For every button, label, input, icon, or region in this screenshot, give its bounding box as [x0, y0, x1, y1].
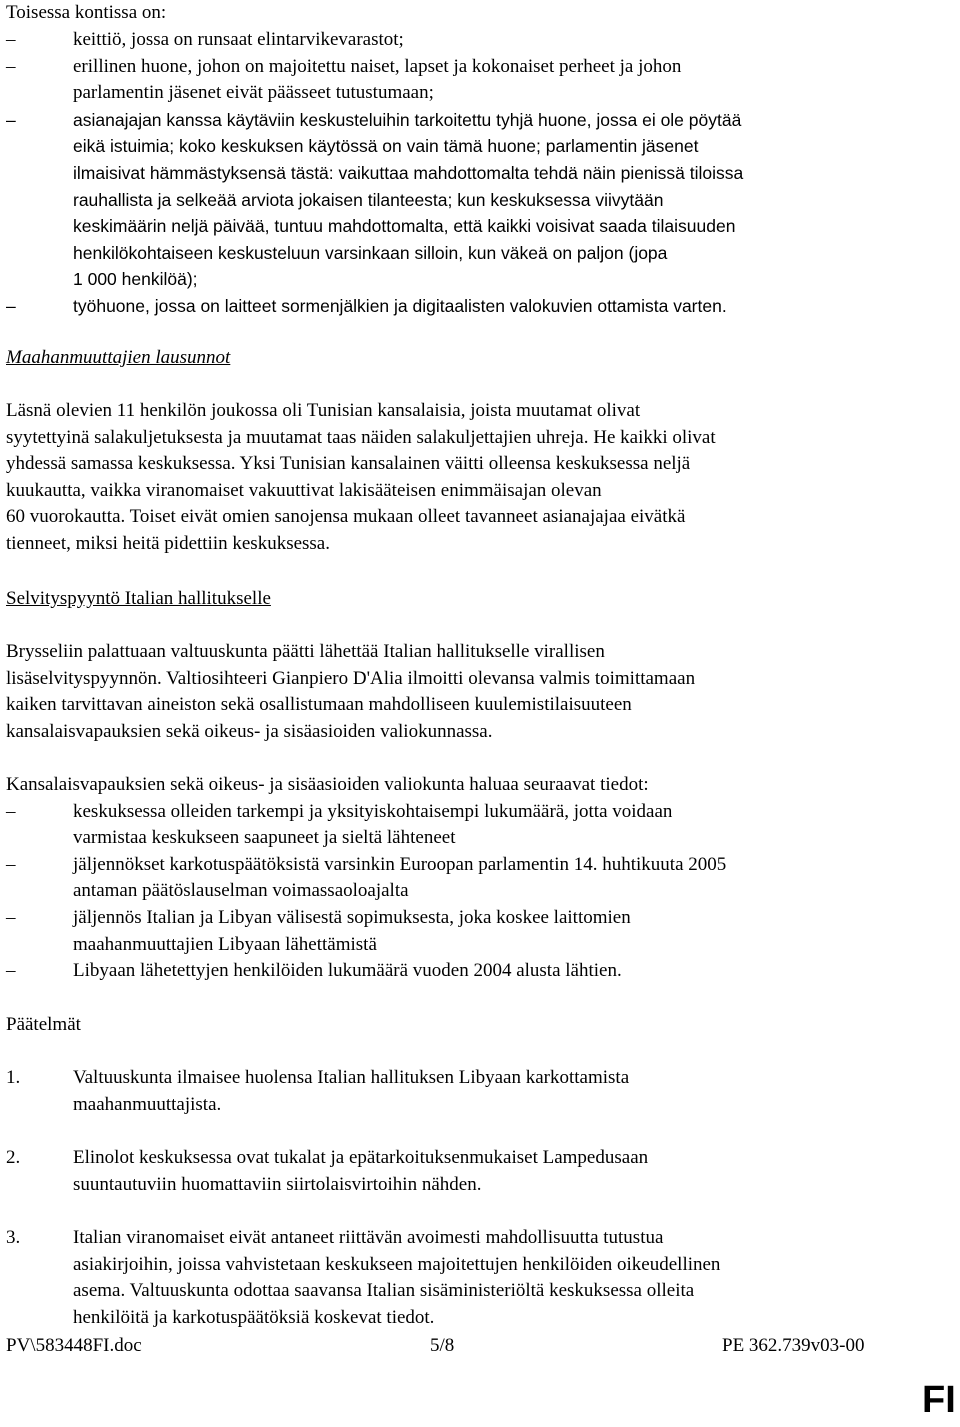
- list-line: työhuone, jossa on laitteet sormenjälkien ja digitaalisten valokuvien ottamista varten.: [73, 295, 727, 316]
- dash-bullet: –: [6, 29, 16, 50]
- dash-bullet: –: [6, 55, 16, 77]
- list-line: eikä istuimia; koko keskuksen käytössä on vain tämä huone; parlamentin jäsenet: [73, 136, 699, 157]
- paragraph-line: lisäselvityspyynnön. Valtiosihteeri Gianpiero D'Alia ilmoitti olevansa valmis toimittamaan: [6, 667, 696, 689]
- list-line: jäljennös Italian ja Libyan välisestä sopimuksesta, joka koskee laittomien: [73, 906, 631, 928]
- list-line: 1 000 henkilöä);: [73, 269, 198, 290]
- section-heading-statements: Maahanmuuttajien lausunnot: [6, 347, 231, 368]
- list-line: rauhallista ja selkeää arviota jokaisen tilanteesta; kun keskuksessa viivytään: [73, 189, 664, 210]
- list-line: keskuksessa olleiden tarkempi ja yksityiskohtaisempi lukumäärä, jotta voidaan: [73, 800, 673, 822]
- footer-page-number: 5/8: [430, 1335, 455, 1356]
- list-line: jäljennökset karkotuspäätöksistä varsinkin Euroopan parlamentin 14. huhtikuuta 2005: [73, 853, 727, 875]
- page-footer: [6, 1333, 954, 1359]
- paragraph-line: Läsnä olevien 11 henkilön joukossa oli Tunisian kansalaisia, joista muutamat olivat: [6, 400, 641, 421]
- list-line: Valtuuskunta ilmaisee huolensa Italian hallituksen Libyaan karkottamista: [73, 1067, 630, 1088]
- section-heading-conclusions: Päätelmät: [6, 1014, 81, 1035]
- language-code: FI: [922, 1379, 956, 1421]
- list-line: ilmaisivat hämmästyksensä tästä: vaikuttaa mahdottomalta tehdä näin pienissä tiloissa: [73, 162, 744, 183]
- dash-bullet: –: [6, 960, 16, 982]
- footer-doc-ref: PE 362.739v03-00: [722, 1335, 865, 1356]
- list-line: parlamentin jäsenet eivät päässeet tutustumaan;: [73, 82, 434, 104]
- container-intro: Toisessa kontissa on:: [6, 2, 167, 23]
- list-item: [6, 852, 906, 905]
- committee-request: [6, 772, 906, 985]
- conclusion-item: [6, 1065, 906, 1118]
- footer-doc-name: PV\583448FI.doc: [6, 1335, 142, 1356]
- list-item: [6, 958, 906, 985]
- list-line: asema. Valtuuskunta odottaa saavansa Italian sisäministeriöltä keskuksessa olleita: [73, 1280, 695, 1302]
- conclusion-item: [6, 1225, 906, 1331]
- paragraph-line: 60 vuorokautta. Toiset eivät omien sanojensa mukaan olleet tavanneet asianajajaa eivätkä: [6, 506, 686, 528]
- section-heading-request: Selvityspyyntö Italian hallitukselle: [6, 588, 271, 609]
- conclusion-item: [6, 1145, 906, 1198]
- paragraph-line: syytettyinä salakuljetuksesta ja muutamat taas näiden salakuljettajien uhreja. He kaikki olivat: [6, 426, 716, 448]
- list-line: erillinen huone, johon on majoitettu naiset, lapset ja kokonaiset perheet ja johon: [73, 55, 682, 77]
- dash-bullet: –: [6, 800, 16, 822]
- list-line: antaman päätöslauselman voimassaoloajalta: [73, 880, 409, 902]
- list-line: maahanmuuttajista.: [73, 1093, 222, 1115]
- paragraph-line: kaiken tarvittavan aineiston sekä osallistumaan mahdolliseen kuulemistilaisuuteen: [6, 694, 632, 716]
- list-line: Italian viranomaiset eivät antaneet riittävän avoimesti mahdollisuutta tutustua: [73, 1227, 664, 1248]
- list-line: asianajajan kanssa käytäviin keskusteluihin tarkoitettu tyhjä huone, jossa ei ole pöytää: [73, 109, 742, 130]
- list-line: henkilöitä ja karkotuspäätöksiä koskevat tiedot.: [73, 1306, 435, 1328]
- dash-bullet: –: [6, 853, 16, 875]
- list-item: [6, 107, 906, 293]
- paragraph-statements: [6, 398, 906, 558]
- list-line: henkilökohtaiseen keskusteluun varsinkaan silloin, kun väkeä on paljon (jopa: [73, 242, 668, 263]
- list-item: [6, 293, 906, 320]
- list-line: keskimäärin neljä päivää, tuntuu mahdottomalta, että kaikki voisivat saada tilaisuuden: [73, 216, 736, 237]
- item-number: 1.: [6, 1067, 21, 1088]
- paragraph-request: [6, 639, 906, 745]
- list-line: Elinolot keskuksessa ovat tukalat ja epätarkoituksenmukaiset Lampedusaan: [73, 1147, 649, 1168]
- item-number: 3.: [6, 1227, 21, 1248]
- paragraph-line: kuukautta, vaikka viranomaiset vakuuttivat lakisääteisen enimmäisajan olevan: [6, 479, 602, 501]
- paragraph-line: Brysseliin palattuaan valtuuskunta päätti lähettää Italian hallitukselle virallisen: [6, 641, 605, 662]
- list-item: [6, 27, 906, 54]
- paragraph-line: tienneet, miksi heitä pidettiin keskuksessa.: [6, 532, 330, 554]
- list-line: suuntautuviin huomattaviin siirtolaisvirtoihin nähden.: [73, 1173, 482, 1195]
- list-line: Libyaan lähetettyjen henkilöiden lukumäärä vuoden 2004 alusta lähtien.: [73, 960, 622, 982]
- item-number: 2.: [6, 1147, 21, 1168]
- list-line: asiakirjoihin, joissa vahvistetaan keskukseen majoitettujen henkilöiden oikeudellinen: [73, 1253, 721, 1275]
- list-item: [6, 799, 906, 852]
- paragraph-line: kansalaisvapauksien sekä oikeus- ja sisäasioiden valiokunnassa.: [6, 720, 493, 742]
- dash-bullet: –: [6, 109, 16, 130]
- dash-bullet: –: [6, 906, 16, 928]
- paragraph-line: yhdessä samassa keskuksessa. Yksi Tunisian kansalainen väitti olleensa keskuksessa neljä: [6, 453, 691, 475]
- list-item: [6, 905, 906, 958]
- list-line: keittiö, jossa on runsaat elintarvikevarastot;: [73, 29, 404, 50]
- dash-bullet: –: [6, 295, 16, 316]
- list-item: [6, 54, 906, 107]
- list-line: maahanmuuttajien Libyaan lähettämistä: [73, 933, 377, 955]
- list-line: varmistaa keskukseen saapuneet ja sieltä lähteneet: [73, 827, 456, 849]
- container-room-list: [6, 27, 906, 320]
- paragraph-line: Kansalaisvapauksien sekä oikeus- ja sisäasioiden valiokunta haluaa seuraavat tiedot:: [6, 774, 649, 795]
